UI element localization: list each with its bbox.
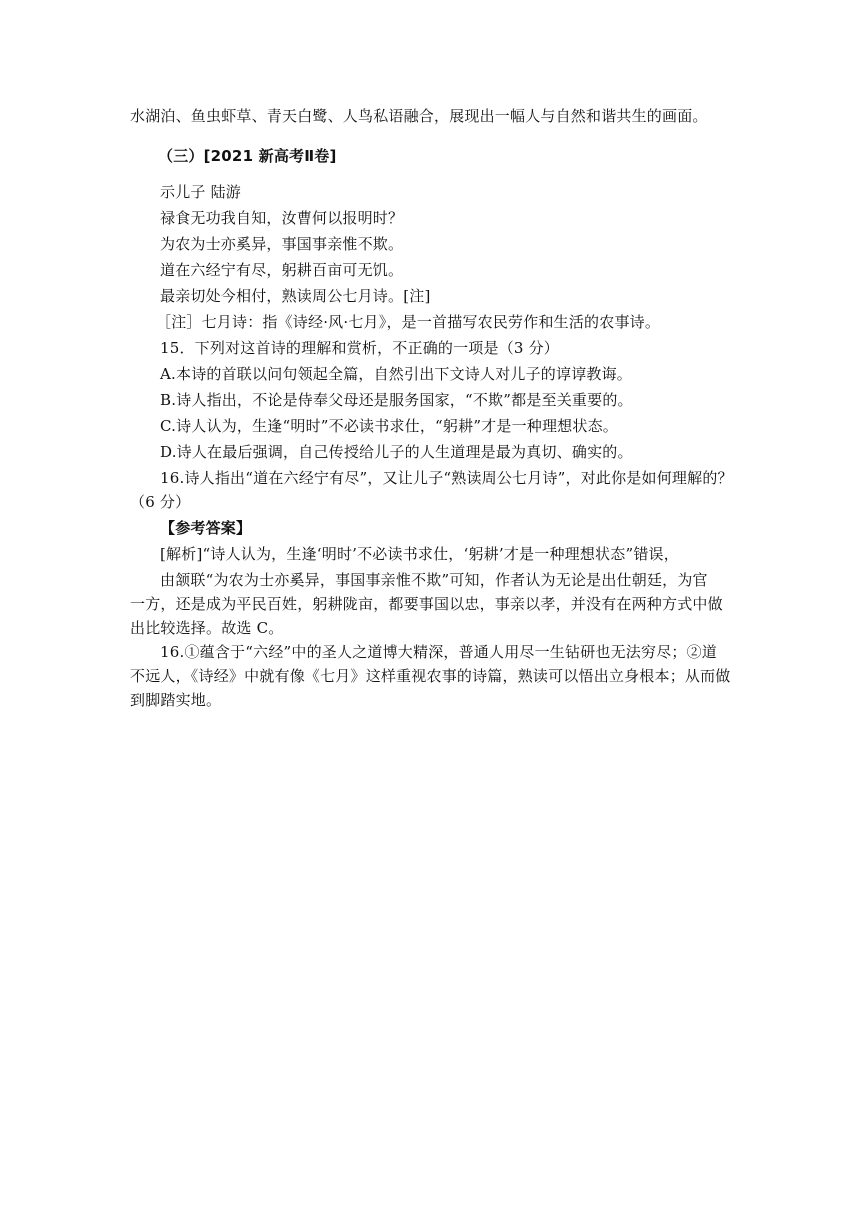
- answer-explanation-line: 由颔联“为农为士亦奚异，事国事亲惟不欺”可知，作者认为无论是出仕朝廷，为官: [160, 571, 708, 589]
- poem-line: 最亲切处今相付，熟读周公七月诗。[注]: [160, 287, 431, 305]
- poem-title: 示儿子 陆游: [160, 183, 241, 201]
- section-title: （三）[2021 新高考Ⅱ卷]: [158, 147, 337, 165]
- question-15-option-b: B.诗人指出，不论是侍奉父母还是服务国家，“不欺”都是至关重要的。: [160, 391, 633, 409]
- answer-q16-line: 不远人，《诗经》中就有像《七月》这样重视农事的诗篇，熟读可以悟出立身根本；从而做: [130, 667, 731, 685]
- answer-q16-line: 16.①蕴含于“六经”中的圣人之道博大精深，普通人用尽一生钻研也无法穷尽；②道: [160, 643, 717, 661]
- answer-q16-line: 到脚踏实地。: [130, 691, 222, 709]
- question-16-stem: 16.诗人指出“道在六经宁有尽”，又让儿子“熟读周公七月诗”，对此你是如何理解的？: [160, 469, 733, 487]
- question-15-stem: 15．下列对这首诗的理解和赏析，不正确的一项是（3 分）: [160, 339, 560, 357]
- poem-note: ［注］七月诗：指《诗经·风·七月》，是一首描写农民劳作和生活的农事诗。: [156, 313, 661, 331]
- answer-explanation-line: 出比较选择。故选 C。: [130, 619, 284, 637]
- intro-paragraph-line: 水湖泊、鱼虫虾草、青天白鹭、人鸟私语融合，展现出一幅人与自然和谐共生的画面。: [130, 107, 708, 125]
- answer-explanation-line: 一方，还是成为平民百姓，躬耕陇亩，都要事国以忠，事亲以孝，并没有在两种方式中做: [130, 595, 723, 613]
- poem-line: 道在六经宁有尽，躬耕百亩可无饥。: [160, 261, 404, 279]
- question-16-points: （6 分）: [130, 493, 191, 511]
- answer-analysis: [解析]“诗人认为，生逢‘明时’不必读书求仕，‘躬耕’才是一种理想状态”错误，: [160, 545, 679, 563]
- answer-heading: 【参考答案】: [160, 519, 252, 537]
- question-15-option-a: A.本诗的首联以问句领起全篇，自然引出下文诗人对儿子的谆谆教诲。: [160, 365, 633, 383]
- question-15-option-d: D.诗人在最后强调，自己传授给儿子的人生道理是最为真切、确实的。: [160, 443, 633, 461]
- poem-line: 禄食无功我自知，汝曹何以报明时？: [160, 209, 404, 227]
- poem-line: 为农为士亦奚异，事国事亲惟不欺。: [160, 235, 404, 253]
- question-15-option-c: C.诗人认为，生逢“明时”不必读书求仕，“躬耕”才是一种理想状态。: [160, 417, 618, 435]
